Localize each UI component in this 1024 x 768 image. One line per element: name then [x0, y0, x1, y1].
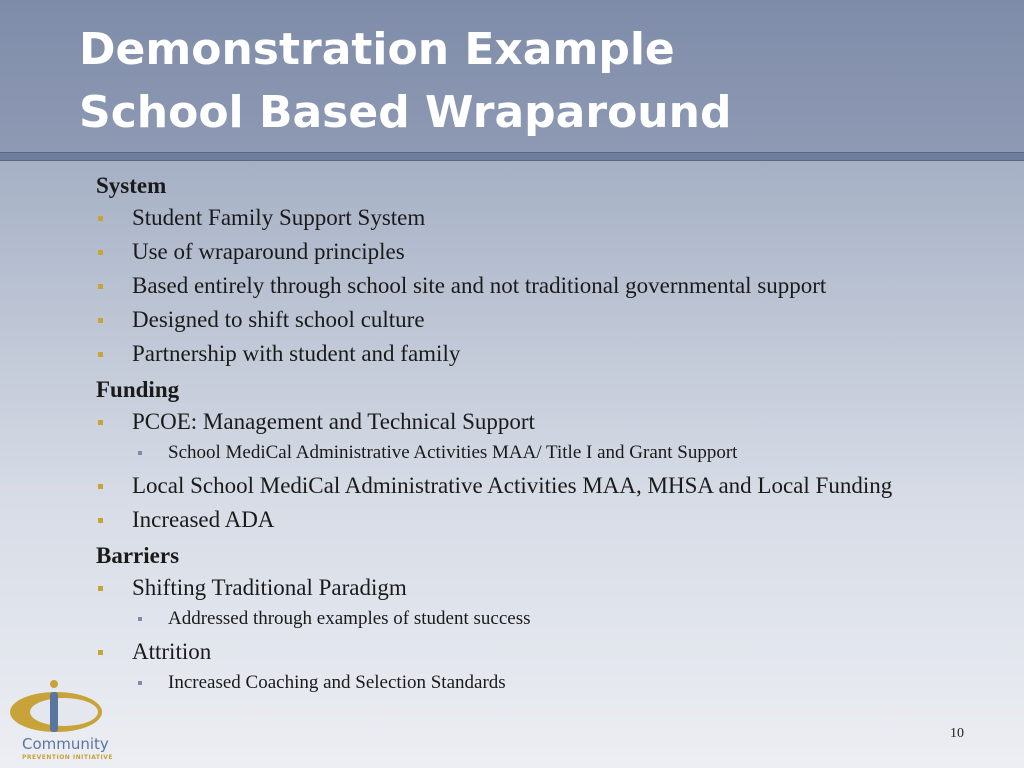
page-number: 10 — [950, 726, 964, 741]
bullet-item — [96, 240, 996, 264]
slide-title-line2: School Based Wraparound — [79, 87, 732, 138]
square-bullet-icon — [98, 484, 103, 489]
bullet-item — [96, 474, 996, 498]
sub-bullet-item — [96, 608, 996, 630]
slide-content — [96, 172, 996, 704]
square-bullet-icon — [98, 420, 103, 425]
bullet-item — [96, 342, 996, 366]
bullet-item — [96, 308, 996, 332]
square-bullet-icon — [98, 352, 103, 357]
bullet-text: Local School MediCal Administrative Activities MAA, MHSA and Local Funding — [132, 473, 893, 498]
bullet-text: Shifting Traditional Paradigm — [132, 575, 407, 600]
bullet-text: Student Family Support System — [132, 205, 426, 230]
square-bullet-icon — [98, 284, 103, 289]
section-heading-funding: Funding — [96, 377, 180, 402]
sub-bullet-text: School MediCal Administrative Activities MAA/ Title I and Grant Support — [168, 442, 738, 463]
square-bullet-icon — [138, 681, 142, 685]
title-divider — [0, 152, 1024, 161]
bullet-text: PCOE: Management and Technical Support — [132, 409, 535, 434]
bullet-item — [96, 640, 996, 664]
bullet-text: Partnership with student and family — [132, 341, 461, 366]
square-bullet-icon — [138, 617, 142, 621]
sub-bullet-text: Addressed through examples of student success — [168, 608, 531, 629]
square-bullet-icon — [98, 586, 103, 591]
logo-subtitle: PREVENTION INITIATIVE — [22, 754, 113, 761]
bullet-text: Increased ADA — [132, 507, 275, 532]
bullet-item — [96, 274, 996, 298]
square-bullet-icon — [98, 216, 103, 221]
slide-title — [79, 18, 731, 144]
sub-bullet-item — [96, 442, 996, 464]
bullet-item — [96, 576, 996, 600]
section-heading-system: System — [96, 173, 167, 198]
bullet-text: Based entirely through school site and not traditional governmental support — [132, 273, 827, 298]
square-bullet-icon — [98, 650, 103, 655]
logo-wordmark: Community — [22, 735, 109, 753]
square-bullet-icon — [98, 250, 103, 255]
bullet-text: Use of wraparound principles — [132, 239, 405, 264]
square-bullet-icon — [98, 518, 103, 523]
section-heading-barriers: Barriers — [96, 543, 180, 568]
sub-bullet-item — [96, 672, 996, 694]
sub-bullet-text: Increased Coaching and Selection Standards — [168, 672, 506, 693]
bullet-item — [96, 508, 996, 532]
bullet-text: Attrition — [132, 639, 212, 664]
square-bullet-icon — [138, 451, 142, 455]
bullet-text: Designed to shift school culture — [132, 307, 425, 332]
square-bullet-icon — [98, 318, 103, 323]
bullet-item — [96, 206, 996, 230]
bullet-item — [96, 410, 996, 434]
slide-title-line1: Demonstration Example — [79, 24, 675, 75]
